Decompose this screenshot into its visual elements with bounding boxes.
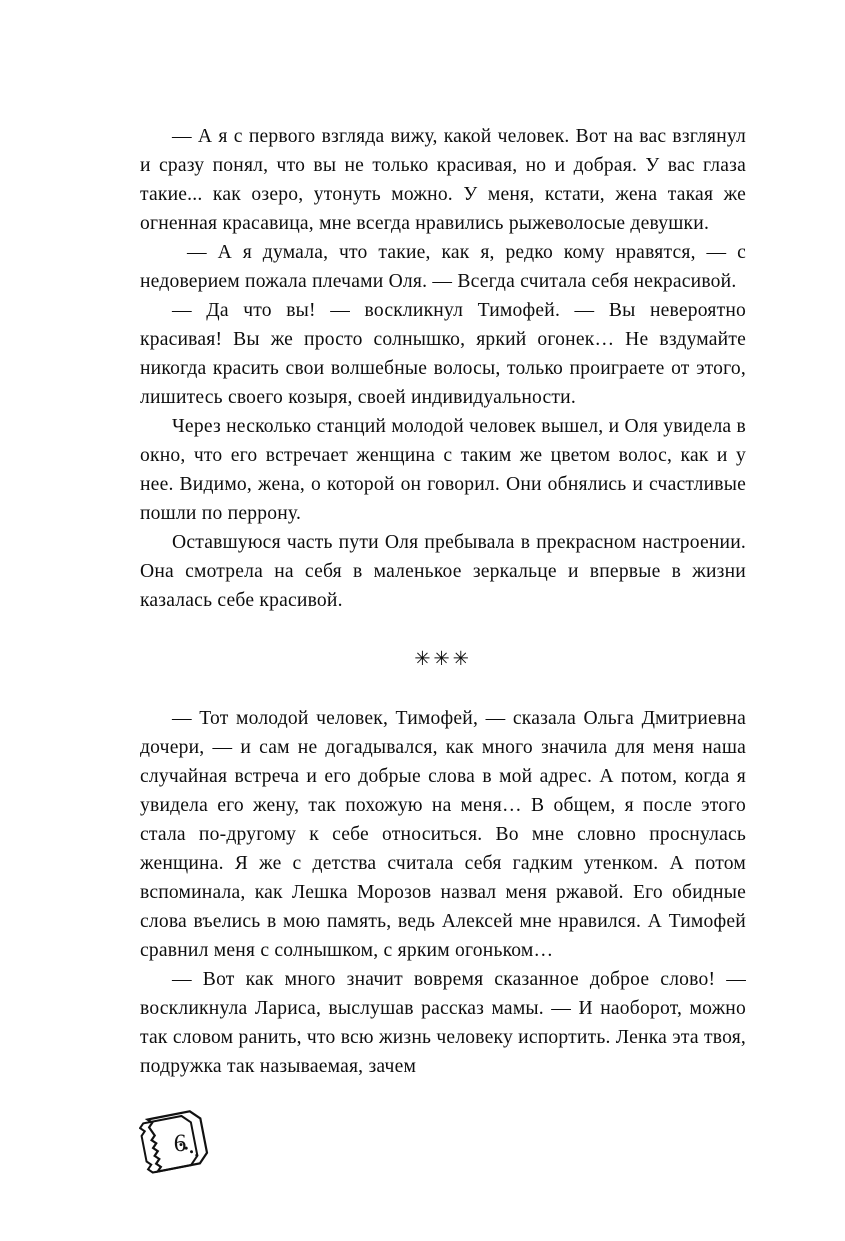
page-number-ornament: [139, 1108, 219, 1182]
paragraph: — Да что вы! — воскликнул Тимофей. — Вы невероятно красивая! Вы же просто солнышко, яркий огонек… Не вздумайте никогда красить свои волшебные волосы, только проиграете от этого, лишитесь своего козыря, своей индивидуальности.: [140, 300, 746, 408]
paragraph: — Вот как много значит вовремя сказанное доброе слово! — воскликнула Лариса, выслушав рассказ мамы. — И наоборот, можно так словом ранить, что всю жизнь человеку испортить. Ленка эта твоя, подружка так называемая, зачем: [140, 969, 746, 1077]
paragraph: — А я думала, что такие, как я, редко кому нравятся, — с недоверием пожала плечами Оля. — Всегда считала себя некрасивой.: [140, 242, 746, 292]
page-number: 6: [173, 1130, 187, 1157]
page-text-block: [140, 122, 746, 1081]
paragraph: — А я с первого взгляда вижу, какой человек. Вот на вас взглянул и сразу понял, что вы не только красивая, но и добрая. У вас глаза такие... как озеро, утонуть можно. У меня, кстати, жена такая же огненная красавица, мне всегда нравились рыжеволосые девушки.: [140, 126, 746, 234]
paragraph: — Тот молодой человек, Тимофей, — сказала Ольга Дмитриевна дочери, — и сам не догадывался, как много значила для меня наша случайная встреча и его добрые слова в мой адрес. А потом, когда я увидела его жену, так похожую на меня… В общем, я после этого стала по-другому к себе относиться. Во мне словно проснулась женщина. Я же с детства считала себя гадким утенком. А потом вспоминала, как Лешка Морозов назвал меня ржавой. Его обидные слова въелись в мою память, ведь Алексей мне нравился. А Тимофей сравнил меня с солнышком, с ярким огоньком…: [140, 708, 746, 961]
paragraph: Оставшуюся часть пути Оля пребывала в прекрасном настроении. Она смотрела на себя в маленькое зеркальце и впервые в жизни казалась себе красивой.: [140, 532, 746, 611]
paragraph: Через несколько станций молодой человек вышел, и Оля увидела в окно, что его встречает женщина с таким же цветом волос, как и у нее. Видимо, жена, о которой он говорил. Они обнялись и счастливые пошли по перрону.: [140, 416, 746, 524]
scene-separator: ✳✳✳: [414, 649, 472, 670]
